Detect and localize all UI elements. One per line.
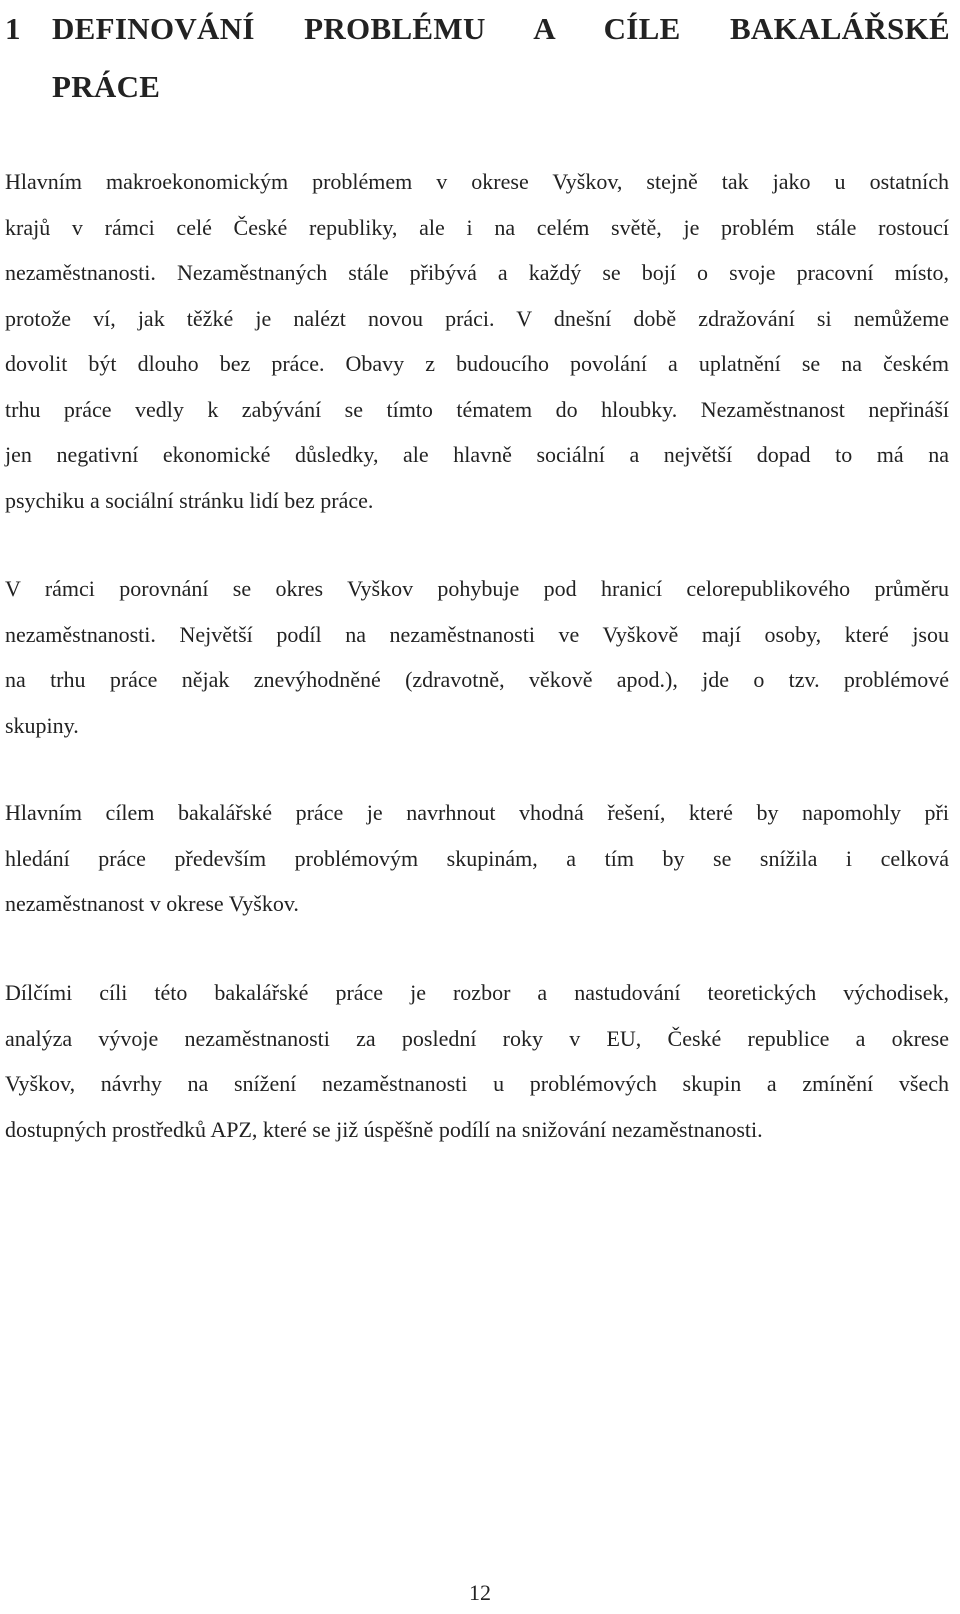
text-line: dostupných prostředků APZ, které se již úspěšně podílí na snižování nezaměstnanosti. <box>5 1116 763 1142</box>
chapter-title-line-2: PRÁCE <box>52 69 161 104</box>
text-line: nezaměstnanosti. Nezaměstnaných stále přibývá a každý se bojí o svoje pracovní místo, <box>5 260 949 285</box>
text-line: analýza vývoje nezaměstnanosti za poslední roky v EU, České republice a okrese <box>5 1025 949 1051</box>
text-line: nezaměstnanosti. Největší podíl na nezaměstnanosti ve Vyškově mají osoby, které jsou <box>5 621 949 647</box>
text-line: hledání práce především problémovým skupinám, a tím by se snížila i celková <box>5 845 949 871</box>
text-line: V rámci porovnání se okres Vyškov pohybuje pod hranicí celorepublikového průměru <box>5 576 949 601</box>
text-line: na trhu práce nějak znevýhodněné (zdravotně, věkově apod.), jde o tzv. problémové <box>5 667 949 692</box>
text-line: krajů v rámci celé České republiky, ale i na celém světě, je problém stále rostoucí <box>5 214 949 240</box>
text-line: trhu práce vedly k zabývání se tímto tématem do hloubky. Nezaměstnanost nepřináší <box>5 396 949 422</box>
chapter-heading <box>5 0 950 116</box>
text-line: Hlavním cílem bakalářské práce je navrhnout vhodná řešení, které by napomohly při <box>5 800 949 825</box>
paragraph-problem-definition <box>5 159 949 523</box>
chapter-title-line-1: DEFINOVÁNÍ PROBLÉMU A CÍLE BAKALÁŘSKÉ <box>52 11 950 46</box>
text-line: Hlavním makroekonomickým problémem v okrese Vyškov, stejně tak jako u ostatních <box>5 169 949 194</box>
chapter-number: 1 <box>5 11 21 46</box>
text-line: jen negativní ekonomické důsledky, ale hlavně sociální a největší dopad to má na <box>5 442 949 467</box>
text-line: Dílčími cíli této bakalářské práce je rozbor a nastudování teoretických východisek, <box>5 980 949 1005</box>
text-line: Vyškov, návrhy na snížení nezaměstnanosti u problémových skupin a zmínění všech <box>5 1071 949 1096</box>
paragraph-main-goal <box>5 790 949 927</box>
text-line: skupiny. <box>5 712 79 738</box>
text-line: protože ví, jak těžké je nalézt novou práci. V dnešní době zdražování si nemůžeme <box>5 305 949 331</box>
paragraph-partial-goals <box>5 970 949 1152</box>
page-number: 12 <box>469 1580 491 1605</box>
text-line: psychiku a sociální stránku lidí bez práce. <box>5 487 374 513</box>
paragraph-district-comparison <box>5 566 949 748</box>
text-line: dovolit být dlouho bez práce. Obavy z budoucího povolání a uplatnění se na českém <box>5 351 949 376</box>
text-line: nezaměstnanost v okrese Vyškov. <box>5 891 299 916</box>
